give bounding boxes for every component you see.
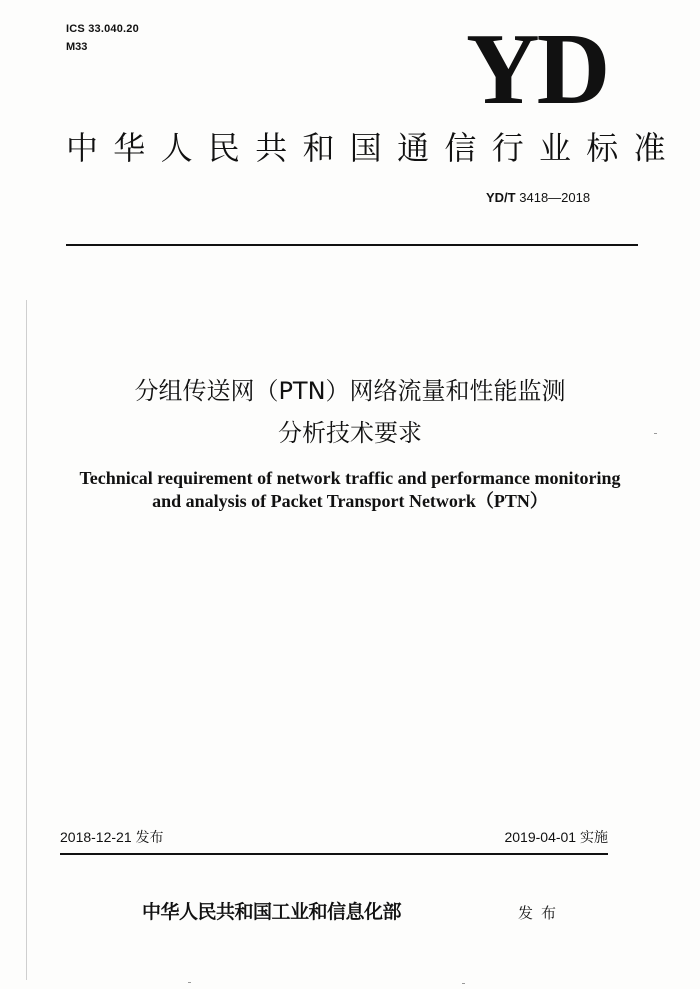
scan-speck xyxy=(188,982,191,983)
top-divider xyxy=(66,244,638,246)
publish-date: 2018-12-21 发布 xyxy=(60,829,164,845)
scan-speck xyxy=(462,983,465,984)
chinese-title-line-2: 分析技术要求 xyxy=(278,419,422,447)
effective-date: 2019-04-01 实施 xyxy=(504,829,608,845)
english-title-line-2: and analysis of Packet Transport Network（PTN） xyxy=(152,491,548,511)
ccs-code: M33 xyxy=(66,41,88,53)
bottom-divider xyxy=(60,853,608,855)
scan-edge-line xyxy=(26,300,27,980)
english-title-line-1: Technical requirement of network traffic and performance monitoring xyxy=(79,468,621,488)
issuing-authority: 中华人民共和国工业和信息化部 xyxy=(142,901,402,923)
issue-label: 发布 xyxy=(518,904,565,922)
ics-code: ICS 33.040.20 xyxy=(66,23,139,35)
scan-speck xyxy=(654,433,657,434)
standard-number-value: 3418—2018 xyxy=(519,190,591,205)
standard-prefix: YD/T xyxy=(486,190,516,205)
yd-logo: YD xyxy=(466,13,608,126)
standard-number xyxy=(486,189,590,207)
chinese-title-line-1: 分组传送网（PTN）网络流量和性能监测 xyxy=(134,377,566,405)
standard-category-title: 中华人民共和国通信行业标准 xyxy=(66,129,681,167)
